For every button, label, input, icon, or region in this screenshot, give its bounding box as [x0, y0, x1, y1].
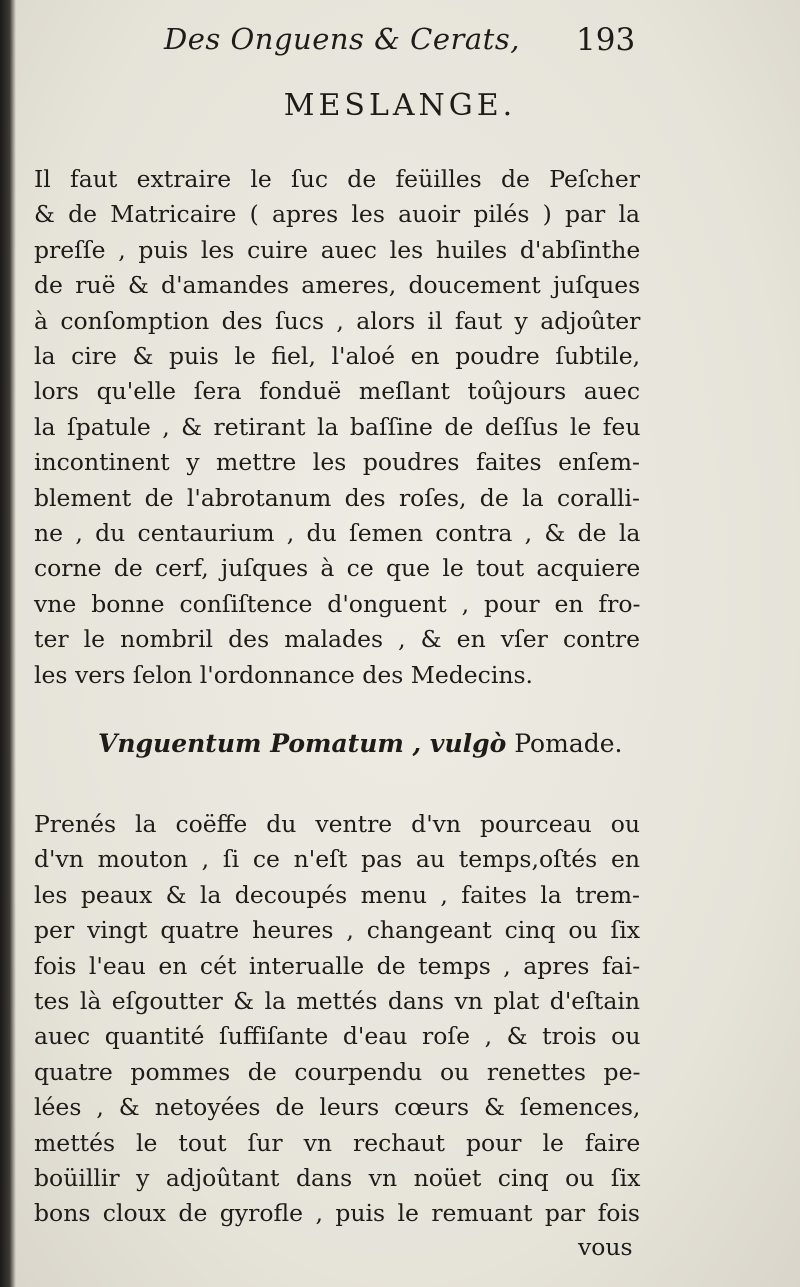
text-line: la ſpatule , & retirant la baſſine de deſſus le feu: [34, 412, 641, 441]
text-line: les vers ſelon l'ordonnance des Medecins.: [34, 660, 534, 689]
text-line: la cire & puis le fiel, l'aloé en poudre ſubtile,: [34, 342, 641, 371]
text-line: fois l'eau en cét interualle de temps , apres fai-: [34, 951, 641, 980]
text-line: bons cloux de gyrofle , puis le remuant par fois: [34, 1199, 640, 1228]
text-line: incontinent y mettre les poudres faites enſem-: [34, 448, 640, 477]
subheading-latin: Vnguentum Pomatum , vulgò: [98, 729, 507, 758]
text-line: lées , & netoyées de leurs cœurs & ſemences,: [34, 1093, 641, 1122]
text-line: ter le nombril des malades , & en vſer contre: [34, 625, 640, 654]
running-title: Des Onguens & Cerats,: [164, 22, 520, 56]
recipe-subheading: [98, 729, 622, 758]
text-line: de ruë & d'amandes ameres, doucement juſques: [34, 271, 641, 300]
catchword: vous: [578, 1233, 633, 1261]
text-line: blement de l'abrotanum des roſes, de la coralli-: [34, 483, 640, 512]
text-line: quatre pommes de courpendu ou renettes pe-: [34, 1057, 641, 1086]
text-line: vne bonne conſiſtence d'onguent , pour en fro-: [34, 589, 641, 618]
text-line: lors qu'elle ſera fonduë meſlant toûjours auec: [34, 377, 640, 406]
text-line: corne de cerf, juſques à ce que le tout acquiere: [34, 554, 641, 583]
text-line: auec quantité ſuffiſante d'eau roſe , & trois ou: [34, 1022, 641, 1051]
text-line: Prenés la coëffe du ventre d'vn pourceau ou: [34, 810, 640, 838]
text-line: & de Matricaire ( apres les auoir pilés ) par la: [34, 200, 640, 229]
book-spine-shadow: [0, 0, 16, 1287]
paragraph-recipe-meslange: [34, 162, 640, 693]
text-line: boüillir y adjoûtant dans vn noüet cinq ou ſix: [34, 1164, 641, 1193]
text-line: Il faut extraire le ſuc de feüilles de Peſcher: [34, 165, 640, 193]
text-line: preſſe , puis les cuire auec les huiles d'abſinthe: [34, 235, 641, 264]
page-number: 193: [576, 22, 636, 58]
subheading-french: Pomade.: [514, 729, 623, 758]
section-heading: MESLANGE.: [283, 88, 517, 123]
paragraph-recipe-pomade: [34, 807, 640, 1232]
text-line: les peaux & la decoupés menu , faites la trem-: [34, 880, 640, 909]
text-line: à conſomption des ſucs , alors il faut y adjoûter: [34, 306, 641, 335]
text-line: mettés le tout ſur vn rechaut pour le faire: [34, 1128, 641, 1157]
page-header: [0, 22, 800, 62]
text-line: d'vn mouton , ſi ce n'eſt pas au temps,oſtés en: [34, 845, 640, 874]
text-line: per vingt quatre heures , changeant cinq ou ſix: [34, 916, 640, 945]
text-line: ne , du centaurium , du ſemen contra , & de la: [34, 519, 641, 548]
text-line: tes là eſgoutter & la mettés dans vn plat d'eſtain: [34, 987, 640, 1016]
